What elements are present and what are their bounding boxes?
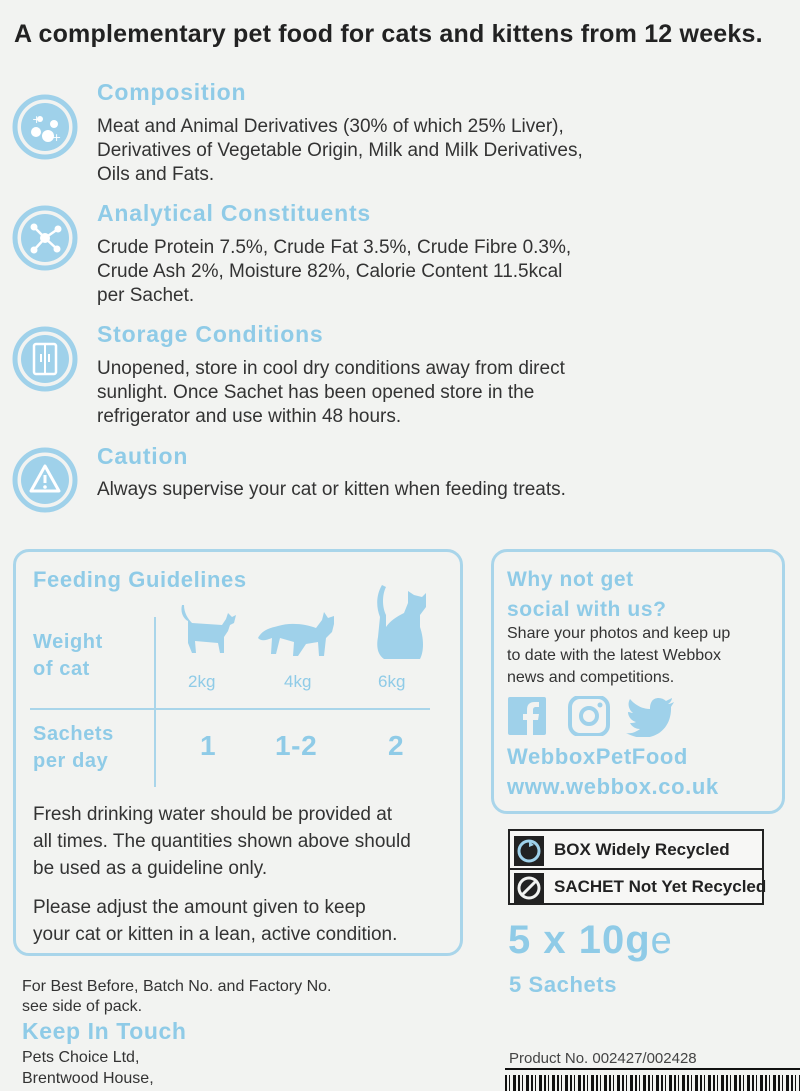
sachet-count: 5 Sachets: [509, 972, 618, 997]
fridge-icon: [12, 326, 78, 392]
warning-icon: [12, 447, 78, 513]
barcode: [505, 1075, 800, 1091]
caution-title: Caution: [97, 443, 189, 469]
weight-4kg: 4kg: [284, 672, 312, 691]
analytical-icon: [12, 205, 78, 271]
social-title: Why not get social with us?: [507, 568, 667, 621]
recycling-label: [508, 829, 767, 905]
website-link[interactable]: www.webbox.co.uk: [507, 774, 719, 799]
large-cat-icon: [368, 581, 428, 661]
composition-icon: [12, 94, 78, 160]
social-handle[interactable]: WebboxPetFood: [507, 744, 688, 769]
box-recycling-text: BOX Widely Recycled: [554, 840, 730, 859]
svg-text:+: +: [32, 113, 42, 126]
feeding-note-water: Fresh drinking water should be provided at all times. The quantities shown above should be used as a guideline only.: [33, 804, 411, 879]
weight-2kg: 2kg: [188, 672, 216, 691]
composition-title: Composition: [97, 79, 247, 105]
feeding-title: Feeding Guidelines: [33, 567, 247, 592]
analytical-body: Crude Protein 7.5%, Crude Fat 3.5%, Crude Fibre 0.3%, Crude Ash 2%, Moisture 82%, Calorie Content 11.5kcal per Sachet.: [97, 237, 572, 306]
feeding-note-adjust: Please adjust the amount given to keep your cat or kitten in a lean, active condition.: [33, 897, 398, 945]
storage-body: Unopened, store in cool dry conditions away from direct sunlight. Once Sachet has been opened store in the refrigerator and use within 48 hours.: [97, 358, 565, 427]
not-recycled-icon: [514, 873, 544, 903]
social-body: Share your photos and keep up to date with the latest Webbox news and competitions.: [507, 625, 731, 686]
small-cat-icon: [178, 603, 242, 655]
instagram-icon[interactable]: [568, 696, 612, 736]
svg-text:+: +: [52, 131, 62, 144]
sachets-4kg: 1-2: [275, 730, 318, 761]
estimated-mark: e: [650, 920, 673, 962]
twitter-icon[interactable]: [626, 697, 676, 737]
contact-address: Pets Choice Ltd, Brentwood House,: [22, 1049, 154, 1087]
weight-6kg: 6kg: [378, 672, 406, 691]
analytical-title: Analytical Constituents: [97, 200, 371, 226]
barcode-border: [505, 1068, 800, 1070]
table-divider-vertical: [154, 617, 156, 787]
medium-cat-icon: [256, 608, 344, 658]
facebook-icon[interactable]: [507, 696, 551, 736]
tagline: A complementary pet food for cats and kittens from 12 weeks.: [14, 20, 763, 48]
best-before-note: For Best Before, Batch No. and Factory No. see side of pack.: [22, 978, 332, 1015]
sachet-recycling-text: SACHET Not Yet Recycled: [554, 877, 767, 896]
storage-title: Storage Conditions: [97, 321, 324, 347]
widely-recycled-icon: [514, 836, 544, 866]
weight-label: Weight of cat: [33, 631, 103, 680]
composition-body: Meat and Animal Derivatives (30% of which 25% Liver), Derivatives of Vegetable Origin, Milk and Milk Derivatives, Oils and Fats.: [97, 116, 583, 185]
sachets-label: Sachets per day: [33, 723, 114, 772]
caution-body: Always supervise your cat or kitten when feeding treats.: [97, 479, 566, 500]
table-divider-horizontal: [30, 708, 430, 710]
keep-in-touch-title: Keep In Touch: [22, 1018, 187, 1044]
sachets-6kg: 2: [388, 730, 405, 761]
sachets-2kg: 1: [200, 730, 217, 761]
pack-weight: 5 x 10ge: [508, 918, 673, 962]
product-number: Product No. 002427/002428: [509, 1050, 697, 1067]
